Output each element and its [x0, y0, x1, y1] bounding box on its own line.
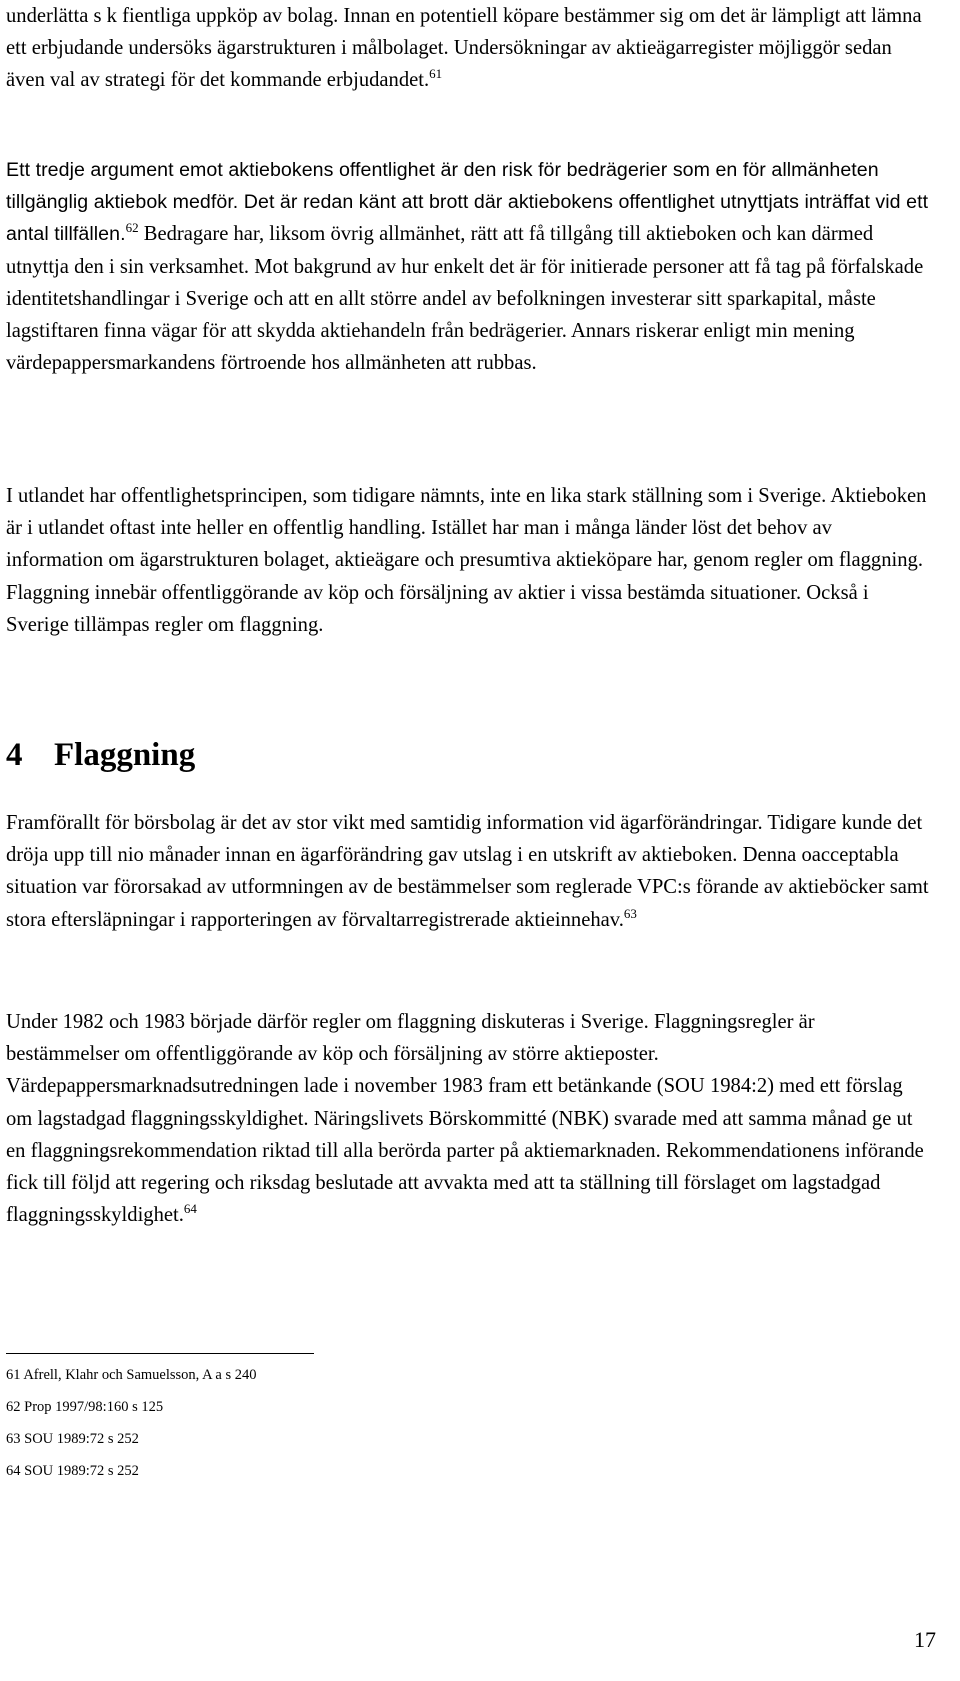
footnote-64: 64 SOU 1989:72 s 252 — [6, 1463, 139, 1479]
footnote-62: 62 Prop 1997/98:160 s 125 — [6, 1399, 164, 1415]
footnote-ref-62: 62 — [125, 220, 139, 236]
paragraph-text: I utlandet har offentlighetsprincipen, som tidigare nämnts, inte en lika stark ställning som i Sverige. Aktieboken är i utlandet oftast inte heller en offentlig handling. Istället har man i många länder löst det behov av information om ägarstrukturen bolaget, aktieägare och presumtiva aktieköpare har, genom regler om flaggning. Flaggning innebär offentliggörande av köp och försäljning av aktier i vissa bestämda situationer. Också i Sverige tillämpas regler om flaggning. — [6, 485, 927, 636]
footnote-ref-64: 64 — [183, 1201, 197, 1217]
paragraph-foreign-publicity — [6, 480, 932, 641]
footnote-63: 63 SOU 1989:72 s 252 — [6, 1431, 139, 1447]
footnote-61: 61 Afrell, Klahr och Samuelsson, A a s 240 — [6, 1367, 257, 1383]
section-number: 4 — [6, 737, 23, 773]
paragraph-takeover — [6, 0, 932, 97]
footnote-ref-61: 61 — [429, 66, 443, 82]
page-number: 17 — [914, 1627, 936, 1652]
paragraph-text-sans: Ett tredje argument emot aktiebokens offentlighet är den risk för bedrägerier som en för allmänheten tillgänglig aktiebok medför. Det är redan känt att brott där aktiebokens offentlighet utnyttjats inträffat vid ett antal tillfällen. — [6, 159, 929, 246]
paragraph-fraud-risk — [6, 154, 932, 379]
paragraph-text: Under 1982 och 1983 började därför regler om flaggning diskuteras i Sverige. Flaggningsregler är bestämmelser om offentliggörande av köp och försäljning av större aktieposter. Värdepappersmarknadsutredningen lade i november 1983 fram ett betänkande (SOU 1984:2) med ett förslag om lagstadgad flaggningsskyldighet. Näringslivets Börskommitté (NBK) svarade med att samma månad ge ut en flaggningsrekommendation riktad till alla berörda parter på aktiemarknaden. Rekommendationens införande fick till följd att regering och riksdag beslutade att avvakta med att ta ställning till förslaget om lagstadgad flaggningsskyldighet. — [6, 1011, 924, 1227]
paragraph-text: Framförallt för börsbolag är det av stor vikt med samtidig information vid ägarförändringar. Tidigare kunde det dröja upp till nio månader innan en ägarförändring gav utslag i en utskrift av aktieboken. Denna oacceptabla situation var förorsakad av utformningen av de bestämmelser som reglerade VPC:s förande av aktieböcker samt stora eftersläpningar i rapporteringen av förvaltarregistrerade aktieinnehav. — [6, 812, 929, 931]
section-title: Flaggning — [54, 737, 196, 773]
paragraph-text: underlätta s k fientliga uppköp av bolag. Innan en potentiell köpare bestämmer sig om det är lämpligt att lämna ett erbjudande undersöks ägarstrukturen i målbolaget. Undersökningar av aktieägarregister möjliggör sedan även val av strategi för det kommande erbjudandet. — [6, 5, 922, 92]
footnote-divider — [6, 1353, 314, 1354]
section-heading — [6, 733, 195, 777]
paragraph-flagging-history — [6, 1006, 932, 1231]
footnote-ref-63: 63 — [623, 905, 637, 921]
paragraph-ownership-info — [6, 807, 932, 936]
paragraph-text-serif: Bedragare har, liksom övrig allmänhet, rätt att få tillgång till aktieboken och kan därmed utnyttja den i sin verksamhet. Mot bakgrund av hur enkelt det är för initierade personer att få tag på förfalskade identitetshandlingar i Sverige och att en allt större andel av befolkningen investerar sitt sparkapital, måste lagstiftaren finna vägar för att skydda aktiehandeln från bedrägerier. Annars riskerar enligt min mening värdepappersmarkandens förtroende hos allmänheten att rubbas. — [6, 223, 924, 375]
